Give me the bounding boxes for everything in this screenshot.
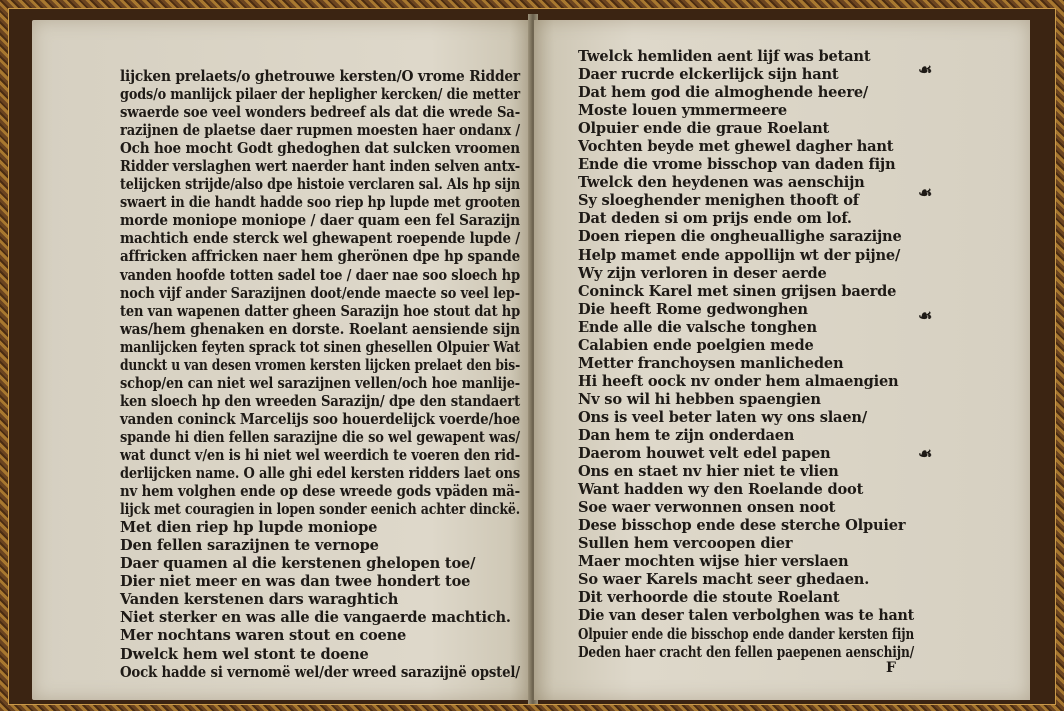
left_page-text-line: telijcken strijde/also dpe histoie verclaren sal. Als hp sijn [120,176,520,194]
right_page-text-line: Die van deser talen verbolghen was te hant [578,607,914,625]
right_page-text-line: Metter franchoysen manlicheden [578,354,844,372]
right_page-text-line: Twelck den heydenen was aenschijn [578,174,865,192]
right_page-text-line: Daer rucrde elckerlijck sijn hant [578,66,839,84]
left_page-text-line: swaert in die handt hadde soo riep hp lupde met grooten [120,194,520,212]
right_page-text-line: Moste louen ymmermeere [578,102,787,120]
right_page-text-line: Doen riepen die ongheuallighe sarazijne [578,228,902,246]
right_page-text-line: Deden haer cracht den fellen paepenen aenschijn/ [578,643,914,661]
left_page-text-line: ken sloech hp den wreeden Sarazijn/ dpe den standaert [120,392,520,410]
right_page-text-line: Ons en staet nv hier niet te vlien [578,463,839,481]
right_page-text-line: Die heeft Rome gedwonghen [578,300,808,318]
left_page-text-line: was/hem ghenaken en dorste. Roelant aensiende sijn [120,320,520,338]
right-page [534,20,1030,700]
left_page-text-line: schop/en can niet wel sarazijnen vellen/och hoe manlije- [120,374,520,392]
left_page-text-line: derlijcken name. O alle ghi edel kersten ridders laet ons [120,465,520,483]
left_page-text-line: spande hi dien fellen sarazijne die so wel gewapent was/ [120,428,520,446]
right_page-text-line: Maer mochten wijse hier verslaen [578,553,849,571]
left_page-text-line: vanden coninck Marcelijs soo houerdelijck voerde/hoe [120,410,520,428]
left_page-text-line: Dwelck hem wel stont te doene [120,645,369,663]
left_page-text-line: manlijcken feyten sprack tot sinen ghesellen Olpuier Wat [120,338,520,356]
left_page-text-line: Dier niet meer en was dan twee hondert toe [120,573,471,591]
right_page-text-line: Coninck Karel met sinen grijsen baerde [578,282,897,300]
right_page-text-line: Ende die vrome bisschop van daden fijn [578,156,896,174]
left_page-text-line: noch vijf ander Sarazijnen doot/ende maecte so veel lep- [120,284,520,302]
left_page-text-line: wat dunct v/en is hi niet wel weerdich te voeren den rid- [120,446,520,464]
right_page-text-line: Sy sloeghender menighen thooft of [578,192,859,210]
right_page-text-line: Olpuier ende die bisschop ende dander kersten fijn [578,625,914,643]
left_page-text-line: Den fellen sarazijnen te vernope [120,537,379,555]
left_page-text-line: lijck met couragien in lopen sonder eenich achter dinckë. [120,501,520,519]
right_page-text-line: So waer Karels macht seer ghedaen. [578,571,870,589]
right_page-text-line: Ende alle die valsche tonghen [578,318,817,336]
right_page-text-line: Help mamet ende appollijn wt der pijne/ [578,246,901,264]
left_page-text-line: lijcken prelaets/o ghetrouwe kersten/O vrome Ridder [120,68,520,85]
right_page-text-line: Wy zijn verloren in deser aerde [578,264,827,282]
right_page-text-line: Soe waer verwonnen onsen noot [578,499,836,517]
left_page-text-line: razijnen de plaetse daer rupmen moesten haer ondanx / [120,122,520,140]
left_page-text-line: Oock hadde si vernomë wel/der wreed sarazijnë opstel/ [120,663,520,681]
left_page-text-line: nv hem volghen ende op dese wreede gods vpäden mä- [120,483,520,501]
right_page-text-line: Olpuier ende die graue Roelant [578,120,830,138]
right_page-text-line: Calabien ende poelgien mede [578,336,814,354]
paragraph-mark-icon: ☙ [918,306,933,325]
right_page-text-line: Twelck hemliden aent lijf was betant [578,48,871,65]
right_page-text-line: Dan hem te zijn onderdaen [578,426,795,444]
right_page-text-line: Dese bisschop ende dese sterche Olpuier [578,517,906,535]
left_page-text-line: gods/o manlijck pilaer der hepligher kercken/ die metter [120,86,520,104]
left_page-text-line: affricken affricken naer hem gherönen dpe hp spande [120,248,520,266]
left_page-text-line: machtich ende sterck wel ghewapent roepende lupde / [120,230,520,248]
left_page-text-line: Och hoe mocht Godt ghedoghen dat sulcken vroomen [120,140,520,158]
left_page-text-line: dunckt u van desen vromen kersten lijcken prelaet den bis- [120,356,520,374]
left_page-text-line: vanden hoofde totten sadel toe / daer nae soo sloech hp [120,266,520,284]
paragraph-mark-icon: ☙ [918,60,933,79]
left-page [32,20,530,700]
left_page-text-line: Met dien riep hp lupde moniope [120,519,378,537]
right_page-text-line: Hi heeft oock nv onder hem almaengien [578,372,899,390]
right_page-text-line: Daerom houwet velt edel papen [578,445,831,463]
left_page-text-line: Ridder verslaghen wert naerder hant inden selven antx- [120,158,520,176]
paragraph-mark-icon: ☙ [918,183,933,202]
right_page-text-line: Dat hem god die almoghende heere/ [578,84,869,102]
left_page-text-line: Mer nochtans waren stout en coene [120,627,407,645]
right_page-text-line: Ons is veel beter laten wy ons slaen/ [578,408,867,426]
right_page-text-line: Vochten beyde met ghewel dagher hant [578,138,894,156]
left_page-text-line: Vanden kerstenen dars waraghtich [120,591,399,609]
paragraph-mark-icon: ☙ [918,444,933,463]
right_page-text-line: Sullen hem vercoopen dier [578,535,793,553]
left_page-text-line: morde moniope moniope / daer quam een fel Sarazijn [120,212,520,230]
left_page-text-line: ten van wapenen datter gheen Sarazijn hoe stout dat hp [120,302,520,320]
right_page-text-line: Dit verhoorde die stoute Roelant [578,589,840,607]
left_page-text-line: Daer quamen al die kerstenen ghelopen toe/ [120,555,476,573]
right_page-text-line: Want hadden wy den Roelande doot [578,481,864,499]
left_page-text-line: Niet sterker en was alle die vangaerde machtich. [120,609,511,627]
catchword: F [886,660,896,676]
left-page-text [120,68,595,682]
right_page-text-line: Dat deden si om prijs ende om lof. [578,210,852,228]
right-page-text [578,48,988,662]
left_page-text-line: swaerde soe veel wonders bedreef als dat die wrede Sa- [120,104,520,122]
right_page-text-line: Nv so wil hi hebben spaengien [578,390,821,408]
